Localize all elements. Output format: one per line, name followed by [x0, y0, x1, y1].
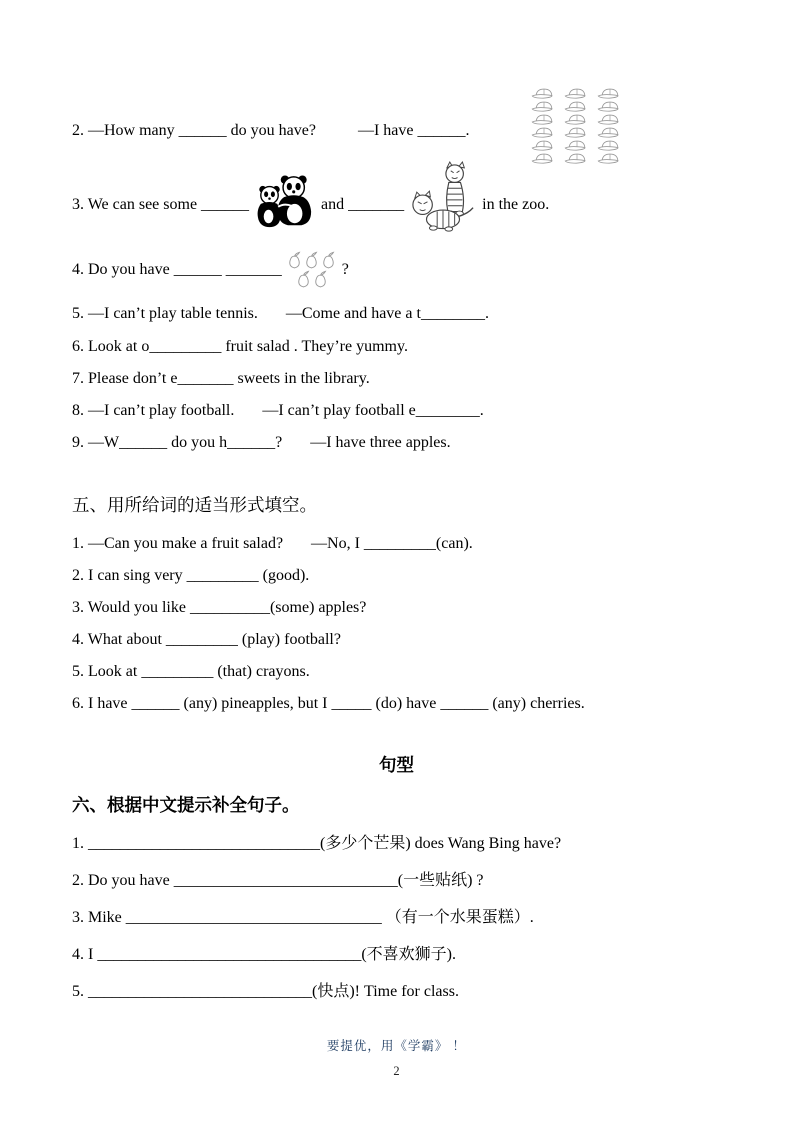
- cap-icon: [594, 125, 626, 138]
- cap-icon: [561, 86, 593, 99]
- question-2: [72, 120, 470, 142]
- question-5: 5. —I can’t play table tennis. —Come and have a t________.: [72, 305, 489, 322]
- section6-item-1: 1. _____________________________(多少个芒果) does Wang Bing have?: [72, 835, 562, 852]
- cap-icon: [561, 99, 593, 112]
- page-number: 2: [393, 1064, 400, 1078]
- cap-icon: [528, 112, 560, 125]
- section6-item-3: 3. Mike ________________________________ （有一个水果蛋糕）.: [72, 909, 534, 926]
- question-3: [72, 172, 549, 238]
- pandas-icon: [255, 173, 315, 231]
- cap-icon: [528, 99, 560, 112]
- footer-slogan: 要提优，用《学霸》 ！: [326, 1039, 467, 1053]
- question-2-after: —I have ______.: [357, 122, 470, 139]
- tigers-icon: [410, 161, 476, 233]
- question-3-part2: and _______: [321, 196, 405, 213]
- sentence-patterns-heading: 句型: [379, 755, 414, 775]
- cap-icon: [594, 86, 626, 99]
- section5-item-2: 2. I can sing very _________ (good).: [72, 567, 310, 584]
- cap-icon: [528, 125, 560, 138]
- section5-item-4: 4. What about _________ (play) football?: [72, 631, 341, 648]
- section6-item-4: 4. I _________________________________(不喜欢狮子).: [72, 946, 456, 963]
- cap-icon: [528, 151, 560, 164]
- cap-icon: [594, 151, 626, 164]
- section5-item-5: 5. Look at _________ (that) crayons.: [72, 663, 310, 680]
- cap-icon: [561, 151, 593, 164]
- section6-item-5: 5. ____________________________(快点)! Time for class.: [72, 983, 459, 1000]
- question-9: 9. —W______ do you h______? —I have three apples.: [72, 434, 451, 451]
- cap-icon: [561, 112, 593, 125]
- cap-icon: [594, 138, 626, 151]
- mango-icon: [295, 270, 312, 289]
- section5-title: 五、用所给词的适当形式填空。: [72, 495, 317, 515]
- cap-icon: [561, 125, 593, 138]
- question-7: 7. Please don’t e_______ sweets in the library.: [72, 370, 370, 387]
- mango-icon: [320, 251, 337, 270]
- mango-icon: [303, 251, 320, 270]
- question-2-before: 2. —How many ______ do you have?: [72, 122, 316, 139]
- section5-item-1: 1. —Can you make a fruit salad? —No, I _________(can).: [72, 535, 473, 552]
- cap-icon: [528, 86, 560, 99]
- question-6: 6. Look at o_________ fruit salad . They’re yummy.: [72, 338, 408, 355]
- question-4-part2: ?: [341, 261, 349, 278]
- cap-icon: [594, 112, 626, 125]
- question-4-part1: 4. Do you have ______ _______: [72, 261, 282, 278]
- question-3-part1: 3. We can see some ______: [72, 196, 250, 213]
- cap-icon: [561, 138, 593, 151]
- mango-icon: [312, 270, 329, 289]
- question-4: [72, 244, 349, 296]
- section6-item-2: 2. Do you have ____________________________(一些贴纸) ?: [72, 872, 484, 889]
- section5-item-6: 6. I have ______ (any) pineapples, but I _____ (do) have ______ (any) cherries.: [72, 695, 585, 712]
- cap-icon: [594, 99, 626, 112]
- caps-image: [528, 86, 627, 164]
- section6-title: 六、根据中文提示补全句子。: [72, 795, 300, 815]
- question-3-part3: in the zoo.: [482, 196, 550, 213]
- question-8: 8. —I can’t play football. —I can’t play football e________.: [72, 402, 484, 419]
- mango-icon: [286, 251, 303, 270]
- section5-item-3: 3. Would you like __________(some) apples?: [72, 599, 367, 616]
- mangoes-image: [284, 251, 340, 289]
- cap-icon: [528, 138, 560, 151]
